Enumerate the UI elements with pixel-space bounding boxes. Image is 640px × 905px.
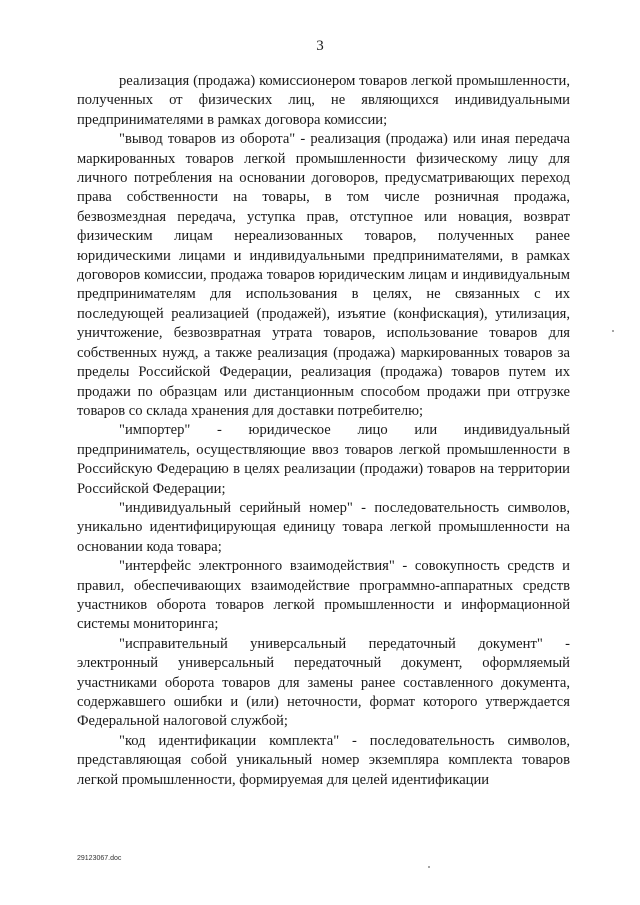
page-number: 3 [316, 38, 324, 54]
paragraph-corrective-document-definition: "исправительный универсальный передаточный документ" - электронный универсальный передаточный документ, оформляемый участниками оборота товаров для замены ранее составленного документа, содержавшего ошибки и (или) неточности, формат которого утверждается Федеральной налоговой службой; [77, 635, 570, 730]
paragraph-interface-definition: "интерфейс электронного взаимодействия" - совокупность средств и правил, обеспечивающих взаимодействие программно-аппаратных средств участников оборота товаров легкой промышленности и информационной системы мониторинга; [77, 558, 570, 633]
paragraph-serial-number-definition: "индивидуальный серийный номер" - последовательность символов, уникально идентифицирующая единицу товара легкой промышленности на основании кода товара; [77, 499, 570, 555]
scan-artifact [612, 330, 614, 332]
paragraph-withdrawal-definition: "вывод товаров из оборота" - реализация (продажа) или иная передача маркированных товаров легкой промышленности физическому лицу для личного потребления на основании договоров, предусматривающих переход права собственности на товары, в том числе розничная продажа, безвозмездная передача, уступка прав, отступное или новация, возврат физическим лицам нереализованных товаров, полученных ранее юридическими лицами и индивидуальными предпринимателями, в рамках договоров комиссии, продажа товаров юридическим лицам и индивидуальным предпринимателям для использования в целях, не связанных с их последующей реализацией (продажей), изъятие (конфискация), утилизация, уничтожение, безвозвратная утрата товаров, использование товаров для собственных нужд, а также реализация (продажа) маркированных товаров за пределы Российской Федерации, реализация (продажа) товаров путем их продажи по образцам или дистанционным способом продажи при отгрузке товаров со склада хранения для доставки потребителю; [77, 131, 570, 419]
document-filename: 29123067.doc [77, 855, 122, 862]
paragraph-commission-sale: реализация (продажа) комиссионером товаров легкой промышленности, полученных от физических лиц, не являющихся индивидуальными предпринимателями в рамках договора комиссии; [77, 73, 570, 128]
paragraph-kit-code-definition: "код идентификации комплекта" - последовательность символов, представляющая собой уникальный номер экземпляра комплекта товаров легкой промышленности, формируемая для целей идентификации [77, 732, 570, 788]
scan-artifact [428, 866, 430, 868]
document-body [77, 72, 570, 790]
paragraph-importer-definition: "импортер" - юридическое лицо или индивидуальный предприниматель, осуществляющие ввоз товаров легкой промышленности в Российскую Федерацию в целях реализации (продажи) товаров на территории Российской Федерации; [77, 422, 570, 497]
